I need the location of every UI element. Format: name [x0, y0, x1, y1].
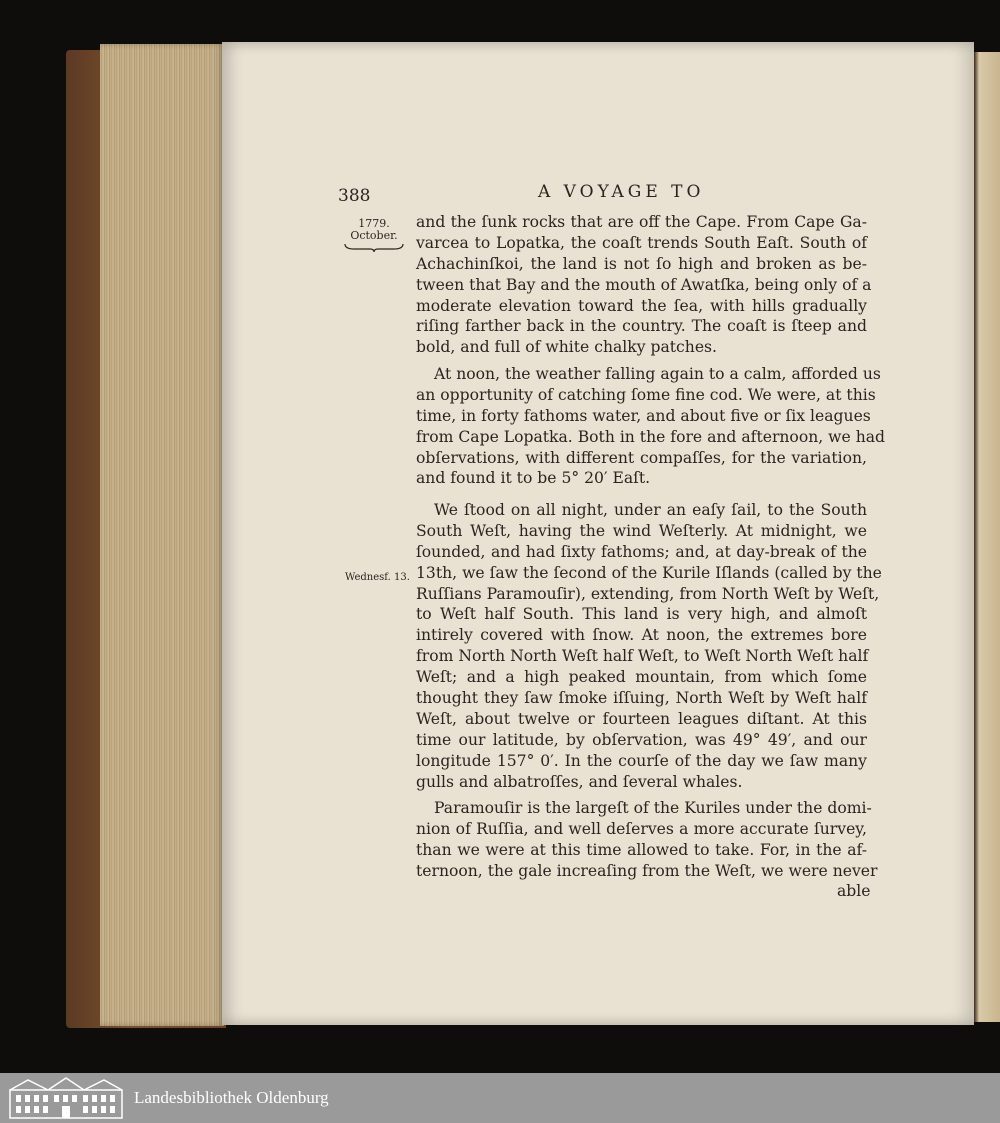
- text-line: We ſtood on all night, under an eaſy ſail, to the South: [434, 501, 867, 519]
- text-line: nion of Ruſſia, and well deſerves a more accurate ſurvey,: [416, 819, 867, 838]
- catchword: able: [837, 882, 871, 900]
- text-line: from Cape Lopatka. Both in the fore and afternoon, we had: [416, 427, 886, 446]
- running-head: A VOYAGE TO: [538, 182, 705, 202]
- text-line: longitude 157° 0′. In the courſe of the day we ſaw many: [416, 751, 867, 770]
- page-number: 388: [338, 186, 371, 206]
- library-name: Landesbibliothek Oldenburg: [134, 1088, 329, 1107]
- text-line: Weſt, about twelve or fourteen leagues diſtant. At this: [416, 709, 867, 728]
- text-line: Weſt; and a high peaked mountain, from which ſome: [416, 668, 867, 687]
- text-line: obſervations, with different compaſſes, for the variation,: [416, 448, 867, 467]
- text-line: Achachinſkoi, the land is not ſo high and broken as be-: [416, 254, 867, 273]
- text-line: South Weſt, having the wind Weſterly. At midnight, we: [416, 521, 867, 540]
- text-line: from North North Weſt half Weſt, to Weſt North Weſt half: [416, 647, 869, 666]
- paragraph: [416, 500, 882, 792]
- margin-year: 1779.: [358, 217, 390, 230]
- next-page-edge: [974, 52, 1000, 1022]
- text-line: gulls and albatroſſes, and ſeveral whales.: [416, 772, 743, 791]
- text-line: and the ſunk rocks that are off the Cape. From Cape Ga-: [416, 213, 867, 231]
- page-edges: [100, 44, 224, 1026]
- text-line: time, in forty fathoms water, and about five or ſix leagues: [416, 406, 871, 425]
- margin-note-date: Wednesf. 13.: [345, 572, 410, 583]
- text-line: 13th, we ſaw the ſecond of the Kurile Iſlands (called by the: [416, 563, 882, 582]
- text-line: Paramouſir is the largeſt of the Kuriles under the domi-: [434, 799, 872, 817]
- text-line: intirely covered with ſnow. At noon, the extremes bore: [416, 626, 867, 645]
- paragraph: [416, 364, 886, 489]
- text-line: bold, and full of white chalky patches.: [416, 338, 718, 357]
- text-line: ſounded, and had ſixty fathoms; and, at day-break of the: [416, 542, 867, 561]
- text-line: an opportunity of catching ſome fine cod. We were, at this: [416, 385, 876, 404]
- text-line: tween that Bay and the mouth of Awatſka, being only of a: [416, 275, 872, 294]
- paragraph: [416, 212, 872, 358]
- text-line: than we were at this time allowed to take. For, in the af-: [416, 840, 867, 859]
- curly-brace-icon: [344, 243, 404, 253]
- text-line: Ruſſians Paramouſir), extending, from North Weſt by Weſt,: [416, 584, 880, 603]
- text-line: and found it to be 5° 20′ Eaſt.: [416, 469, 651, 488]
- paragraph: [416, 798, 878, 882]
- text-line: time our latitude, by obſervation, was 49° 49′, and our: [416, 730, 867, 749]
- text-line: ternoon, the gale increaſing from the Weſt, we were never: [416, 861, 878, 880]
- text-line: thought they ſaw ſmoke iſſuing, North Weſt by Weſt half: [416, 689, 867, 708]
- text-line: to Weſt half South. This land is very high, and almoſt: [416, 605, 867, 624]
- margin-month: October.: [350, 229, 398, 242]
- text-line: At noon, the weather falling again to a calm, afforded us: [434, 365, 881, 383]
- library-building-icon: [8, 1076, 124, 1120]
- text-line: riſing farther back in the country. The coaſt is ſteep and: [416, 317, 867, 336]
- margin-date: [342, 218, 406, 253]
- text-line: varcea to Lopatka, the coaſt trends South Eaſt. South of: [416, 233, 867, 252]
- footer-bar: [0, 1073, 1000, 1123]
- text-line: moderate elevation toward the ſea, with hills gradually: [416, 296, 867, 315]
